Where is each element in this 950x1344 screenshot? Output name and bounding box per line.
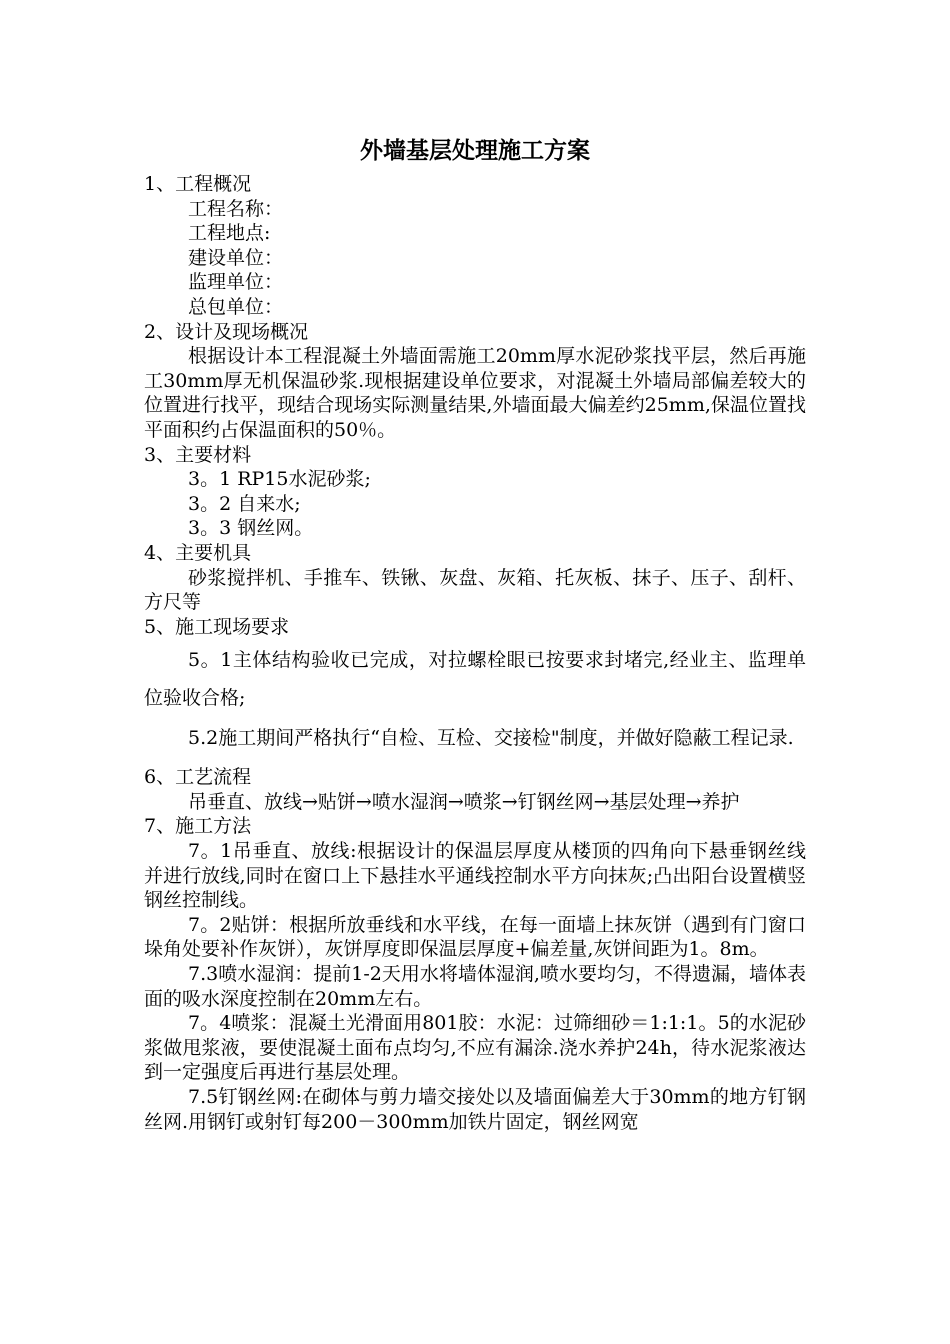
document-title: 外墙基层处理施工方案 [360,137,590,164]
method-paragraph-2: 7。2贴饼：根据所放垂线和水平线，在每一面墙上抹灰饼（遇到有门窗口垛角处要补作灰饼），灰饼厚度即保温层厚度+偏差量,灰饼间距为1。8m。 [144,913,806,961]
method-paragraph-1: 7。1吊垂直、放线:根据设计的保温层厚度从楼顶的四角向下悬垂钢丝线并进行放线,同时在窗口上下悬挂水平通线控制水平方向抹灰;凸出阳台设置横竖钢丝控制线。 [144,840,806,912]
material-item-2: 3。2 自来水; [188,492,301,515]
machinery-paragraph: 砂浆搅拌机、手推车、铁锹、灰盘、灰箱、托灰板、抹子、压子、刮杆、方尺等 [144,566,806,614]
site-requirement-1: 5。1主体结构验收已完成，对拉螺栓眼已按要求封堵完,经业主、监理单位验收合格; [144,649,806,710]
method-paragraph-3: 7.3喷水湿润：提前1-2天用水将墙体湿润,喷水要均匀，不得遗漏，墙体表面的吸水深度控制在20mm左右。 [144,963,806,1010]
document-body [144,172,806,1134]
section-heading-7: 7、施工方法 [144,815,252,838]
material-item-3: 3。3 钢丝网。 [188,517,314,540]
project-location-line: 工程地点: [188,222,271,245]
section-heading-6: 6、工艺流程 [144,766,252,789]
owner-unit-line: 建设单位： [188,246,284,269]
section-heading-5: 5、施工现场要求 [144,615,290,638]
material-item-1: 3。1 RP15水泥砂浆; [188,468,371,491]
supervision-unit-line: 监理单位： [188,271,284,294]
section-heading-3: 3、主要材料 [144,443,252,466]
project-name-line: 工程名称： [188,197,284,220]
section-heading-1: 1、工程概况 [144,173,252,195]
design-overview-paragraph: 根据设计本工程混凝土外墙面需施工20mm厚水泥砂浆找平层，然后再施工30mm厚无机保温砂浆.现根据建设单位要求，对混凝土外墙局部偏差较大的位置进行找平，现结合现场实际测量结果,外墙面最大偏差约25mm,保温位置找平面积约占保温面积的50％。 [144,345,806,441]
method-paragraph-4: 7。4喷浆：混凝土光滑面用801胶：水泥：过筛细砂＝1:1:1。5的水泥砂浆做甩浆液，要使混凝土面布点均匀,不应有漏涂.浇水养护24h，待水泥浆液达到一定强度后再进行基层处理。 [144,1012,806,1084]
section-heading-2: 2、设计及现场概况 [144,320,309,343]
section-heading-4: 4、主要机具 [144,541,252,564]
site-requirement-2: 5.2施工期间严格执行“自检、互检、交接检"制度，并做好隐蔽工程记录. [188,727,794,750]
general-contractor-line: 总包单位： [188,295,284,318]
process-flow-paragraph: 吊垂直、放线→贴饼→喷水湿润→喷浆→钉钢丝网→基层处理→养护 [188,790,740,813]
method-paragraph-5: 7.5钉钢丝网:在砌体与剪力墙交接处以及墙面偏差大于30mm的地方钉钢丝网.用钢钉或射钉每200－300mm加铁片固定，钢丝网宽 [144,1086,806,1133]
